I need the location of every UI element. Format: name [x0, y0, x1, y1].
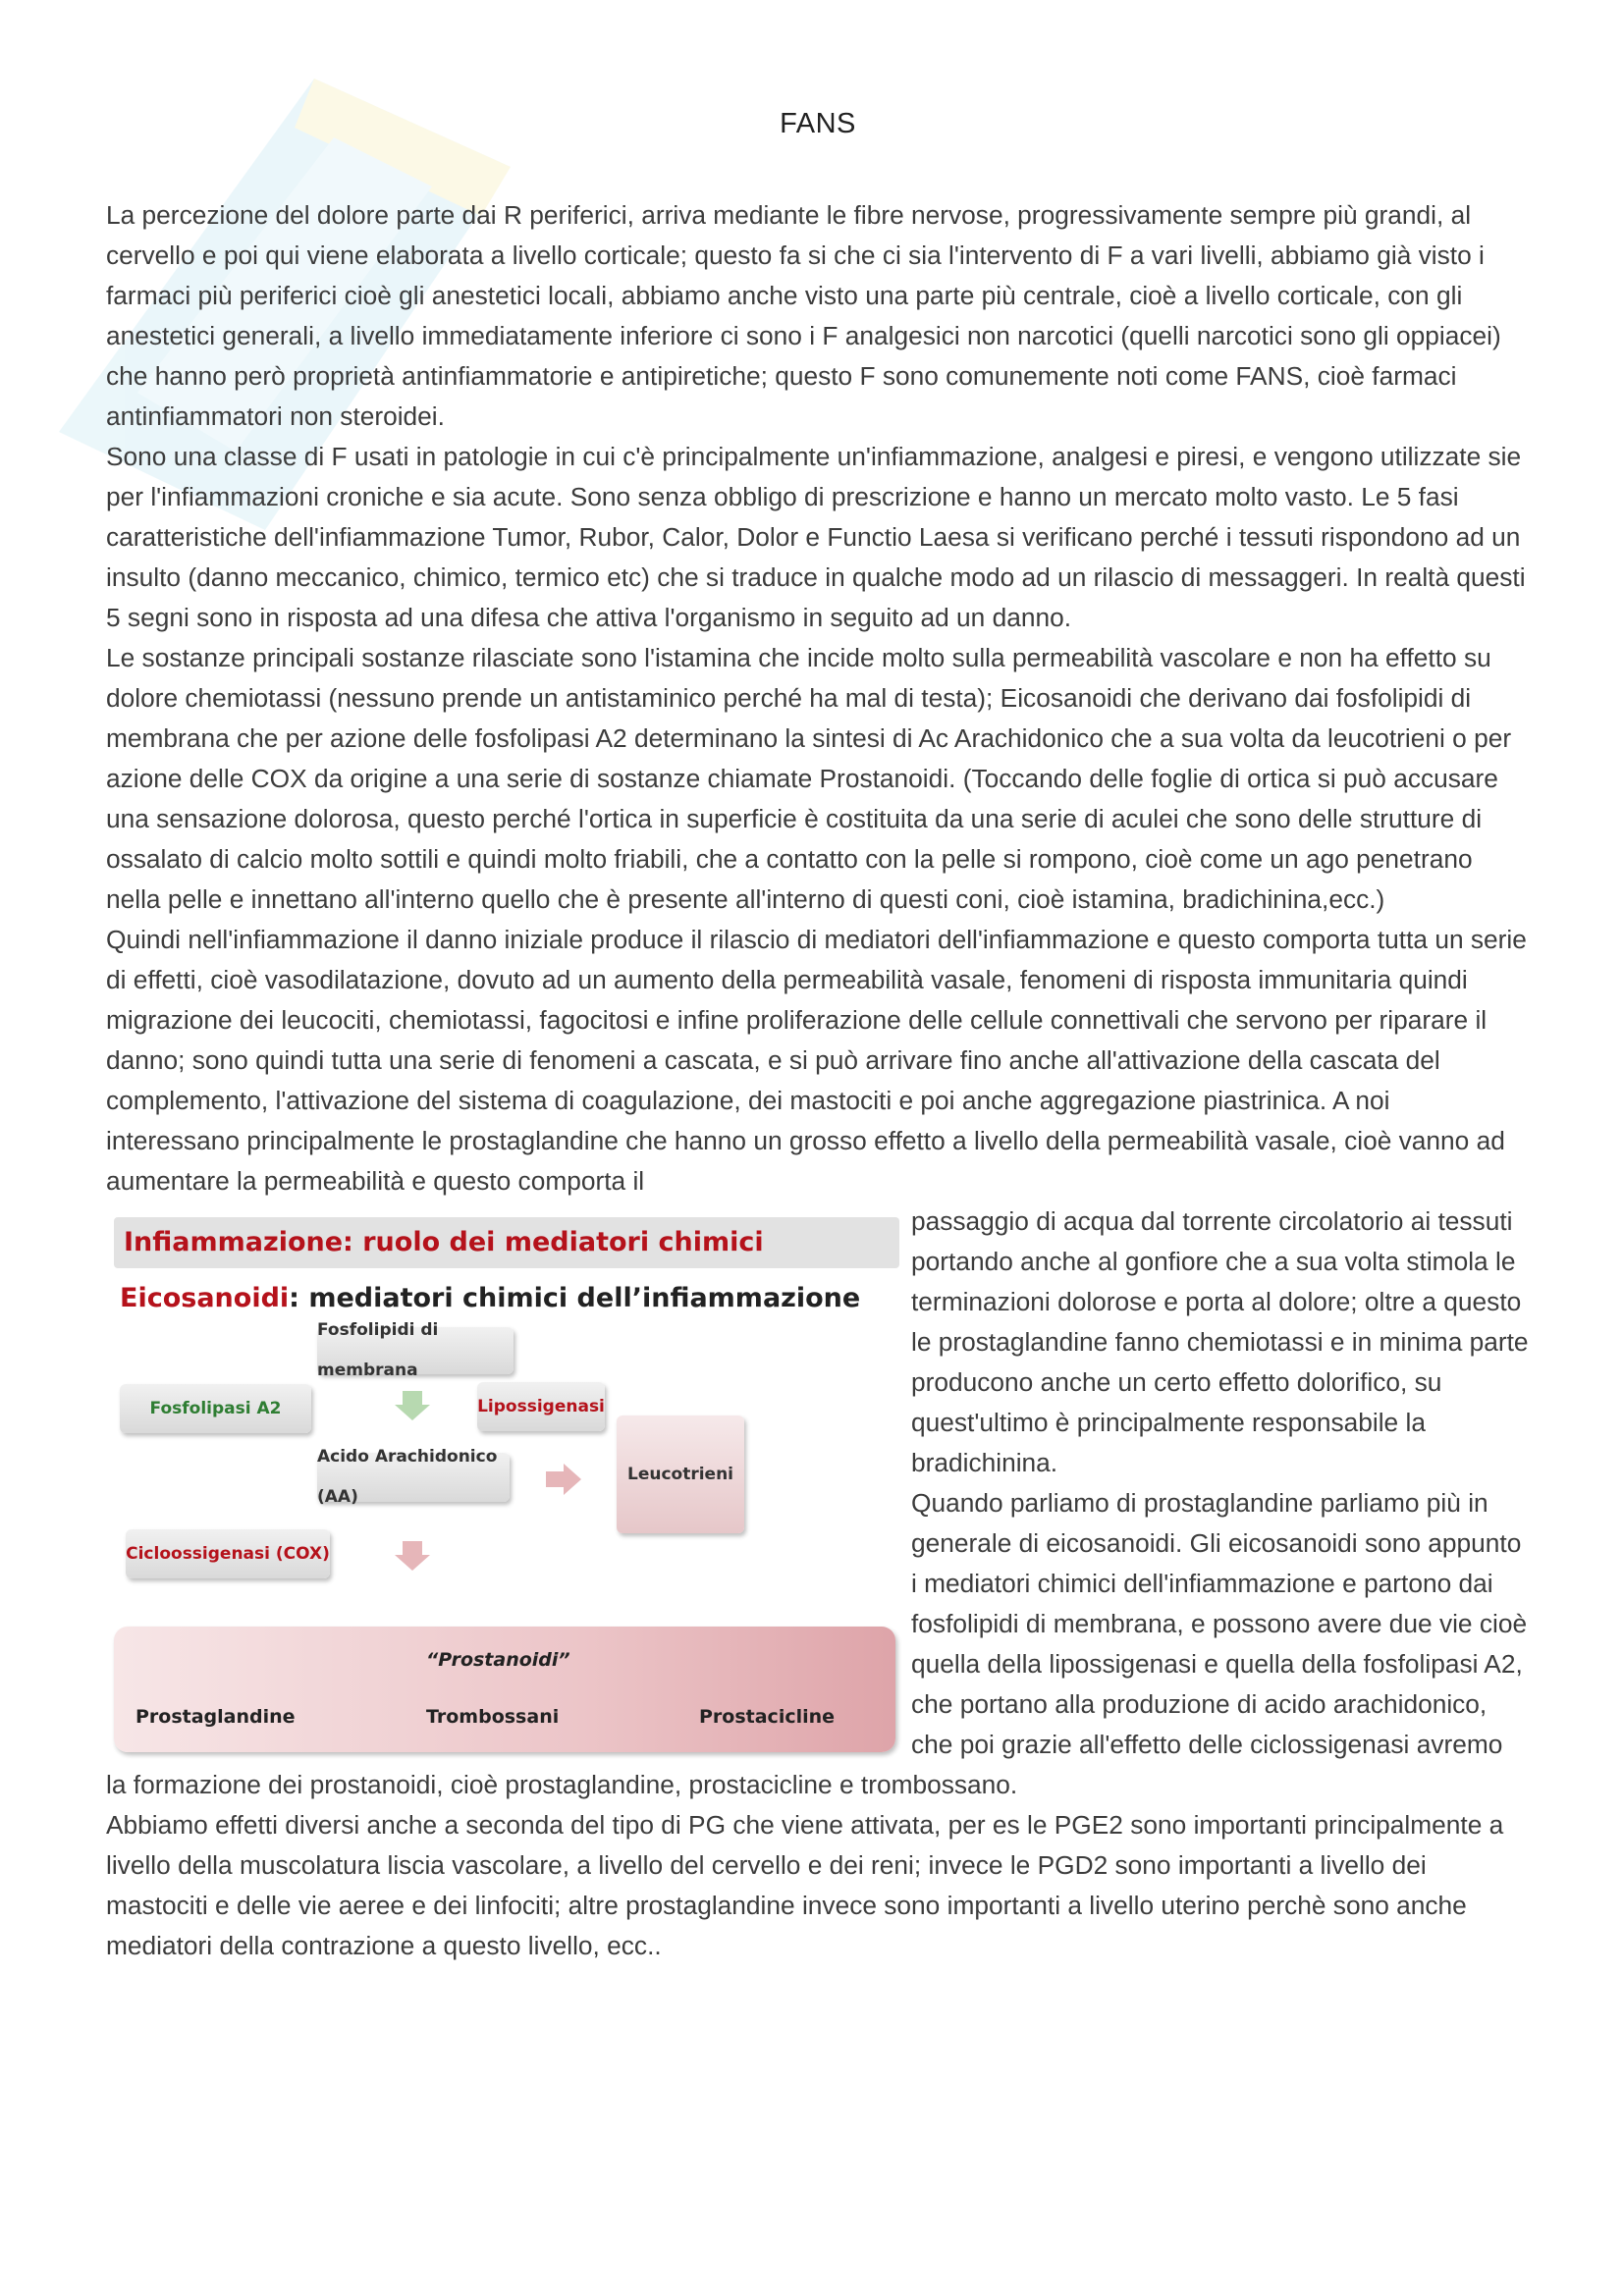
document-title: FANS [780, 108, 856, 139]
paragraph-5: passaggio di acqua dal torrente circolatorio ai tessuti portando anche al gonfiore che a sua volta stimola le terminazioni dolorose e porta al dolore; oltre a questo le prostaglandine fanno chemiotassi e in minima parte producono anche un certo effetto dolorifico, su quest'ultimo è principalmente responsabile la bradichinina. [911, 1206, 1529, 1477]
paragraph-7: Abbiamo effetti diversi anche a seconda del tipo di PG che viene attivata, per es le PGE2 sono importanti principalmente a livello della muscolatura liscia vascolare, a livello del cervello e dei reni; invece le PGD2 sono importanti a livello dei mastociti e delle vie aeree e dei linfociti; altre prostaglandine invece sono importanti a livello uterino perchè sono anche mediatori della contrazione a questo livello, ecc.. [106, 1810, 1504, 1960]
arrow-down-1-icon [393, 1389, 432, 1422]
paragraph-4: Quindi nell'infiammazione il danno iniziale produce il rilascio di mediatori dell'infiammazione e questo comporta tutta un serie di effetti, cioè vasodilatazione, dovuto ad un aumento della permeabilità vasale, fenomeni di risposta immunitaria quindi migrazione dei leucociti, chemiotassi, fagocitosi e infine proliferazione delle cellule connettivali che servono per riparare il danno; sono quindi tutta una serie di fenomeni a cascata, e si può arrivare fino anche all'attivazione della cascata del complemento, l'attivazione del sistema di coagulazione, dei mastociti e poi anche aggregazione piastrinica. A noi interessano principalmente le prostaglandine che hanno un grosso effetto a livello della permeabilità vasale, cioè vanno ad aumentare la permeabilità e questo comporta il [106, 925, 1527, 1196]
prostanoidi-label: “Prostanoidi” [426, 1649, 570, 1671]
figure-subtitle-highlight: Eicosanoidi [120, 1283, 290, 1313]
document-body [106, 195, 1530, 1966]
paragraph-2: Sono una classe di F usati in patologie in cui c'è principalmente un'infiammazione, analgesi e piresi, e vengono utilizzate sie per l'infiammazioni croniche e sia acute. Sono senza obbligo di prescrizione e hanno un mercato molto vasto. Le 5 fasi caratteristiche dell'infiammazione Tumor, Rubor, Calor, Dolor e Functio Laesa si verificano perché i tessuti rispondono ad un insulto (danno meccanico, chimico, termico etc) che si traduce in qualche modo ad un rilascio di messaggeri. In realtà questi 5 segni sono in risposta ad una difesa che attiva l'organismo in seguito ad un danno. [106, 442, 1526, 632]
node-acido-arachidonico: Acido Arachidonico (AA) [317, 1453, 510, 1502]
prostanoidi-item-trombossani: Trombossani [426, 1706, 560, 1728]
figure-title: Infiammazione: ruolo dei mediatori chimici [114, 1217, 899, 1268]
eicosanoidi-figure [106, 1209, 903, 1759]
arrow-down-2-icon [393, 1539, 432, 1573]
arrow-right-icon [544, 1463, 583, 1496]
paragraph-6: Quando parliamo di prostaglandine parliamo più in generale di eicosanoidi. Gli eicosanoidi sono appunto i mediatori chimici dell'infiammazione e partono dai fosfolipidi di membrana, e possono avere due vie cioè quella della lipossigenasi e quella della fosfolipasi A2, che portano alla produzione di acido arachidonico, che poi grazie all'effetto delle ciclossigenasi avremo la formazione dei prostanoidi, cioè prostaglandine, prostacicline e trombossano. [106, 1488, 1528, 1799]
paragraph-3: Le sostanze principali sostanze rilasciate sono l'istamina che incide molto sulla permeabilità vascolare e non ha effetto su dolore chemiotassi (nessuno prende un antistaminico perché ha mal di testa); Eicosanoidi che derivano dai fosfolipidi di membrana che per azione delle fosfolipasi A2 determinano la sintesi di Ac Arachidonico che a sua volta da leucotrieni o per azione delle COX da origine a una serie di sostanze chiamate Prostanoidi. (Toccando delle foglie di ortica si può accusare una sensazione dolorosa, questo perché l'ortica in superficie è costituita da una serie di aculei che sono delle strutture di ossalato di calcio molto sottili e quindi molto friabili, che a contatto con la pelle si rompono, cioè come un ago penetrano nella pelle e innettano all'interno quello che è presente all'interno di questi coni, cioè istamina, bradichinina,ecc.) [106, 643, 1512, 914]
node-fosfolipasi: Fosfolipasi A2 [120, 1384, 311, 1433]
prostanoidi-item-prostacicline: Prostacicline [699, 1706, 836, 1728]
node-leucotrieni: Leucotrieni [617, 1415, 744, 1533]
node-lipossigenasi: Lipossigenasi [477, 1382, 605, 1431]
prostanoidi-box [114, 1627, 895, 1752]
prostanoidi-item-prostaglandine: Prostaglandine [135, 1706, 296, 1728]
node-fosfolipidi: Fosfolipidi di membrana [317, 1327, 514, 1374]
figure-subtitle-rest: : mediatori chimici dell’infiammazione [289, 1283, 861, 1313]
paragraph-1: La percezione del dolore parte dai R periferici, arriva mediante le fibre nervose, progressivamente sempre più grandi, al cervello e poi qui viene elaborata a livello corticale; questo fa si che ci sia l'intervento di F a vari livelli, abbiamo già visto i farmaci più periferici cioè gli anestetici locali, abbiamo anche visto una parte più centrale, cioè a livello corticale, con gli anestetici generali, a livello immediatamente inferiore ci sono i F analgesici non narcotici (quelli narcotici sono gli oppiacei) che hanno però proprietà antinfiammatorie e antipiretiche; questo F sono comunemente noti come FANS, cioè farmaci antinfiammatori non steroidei. [106, 200, 1501, 431]
document-page [106, 108, 1530, 1966]
node-cox: Cicloossigenasi (COX) [126, 1529, 330, 1578]
